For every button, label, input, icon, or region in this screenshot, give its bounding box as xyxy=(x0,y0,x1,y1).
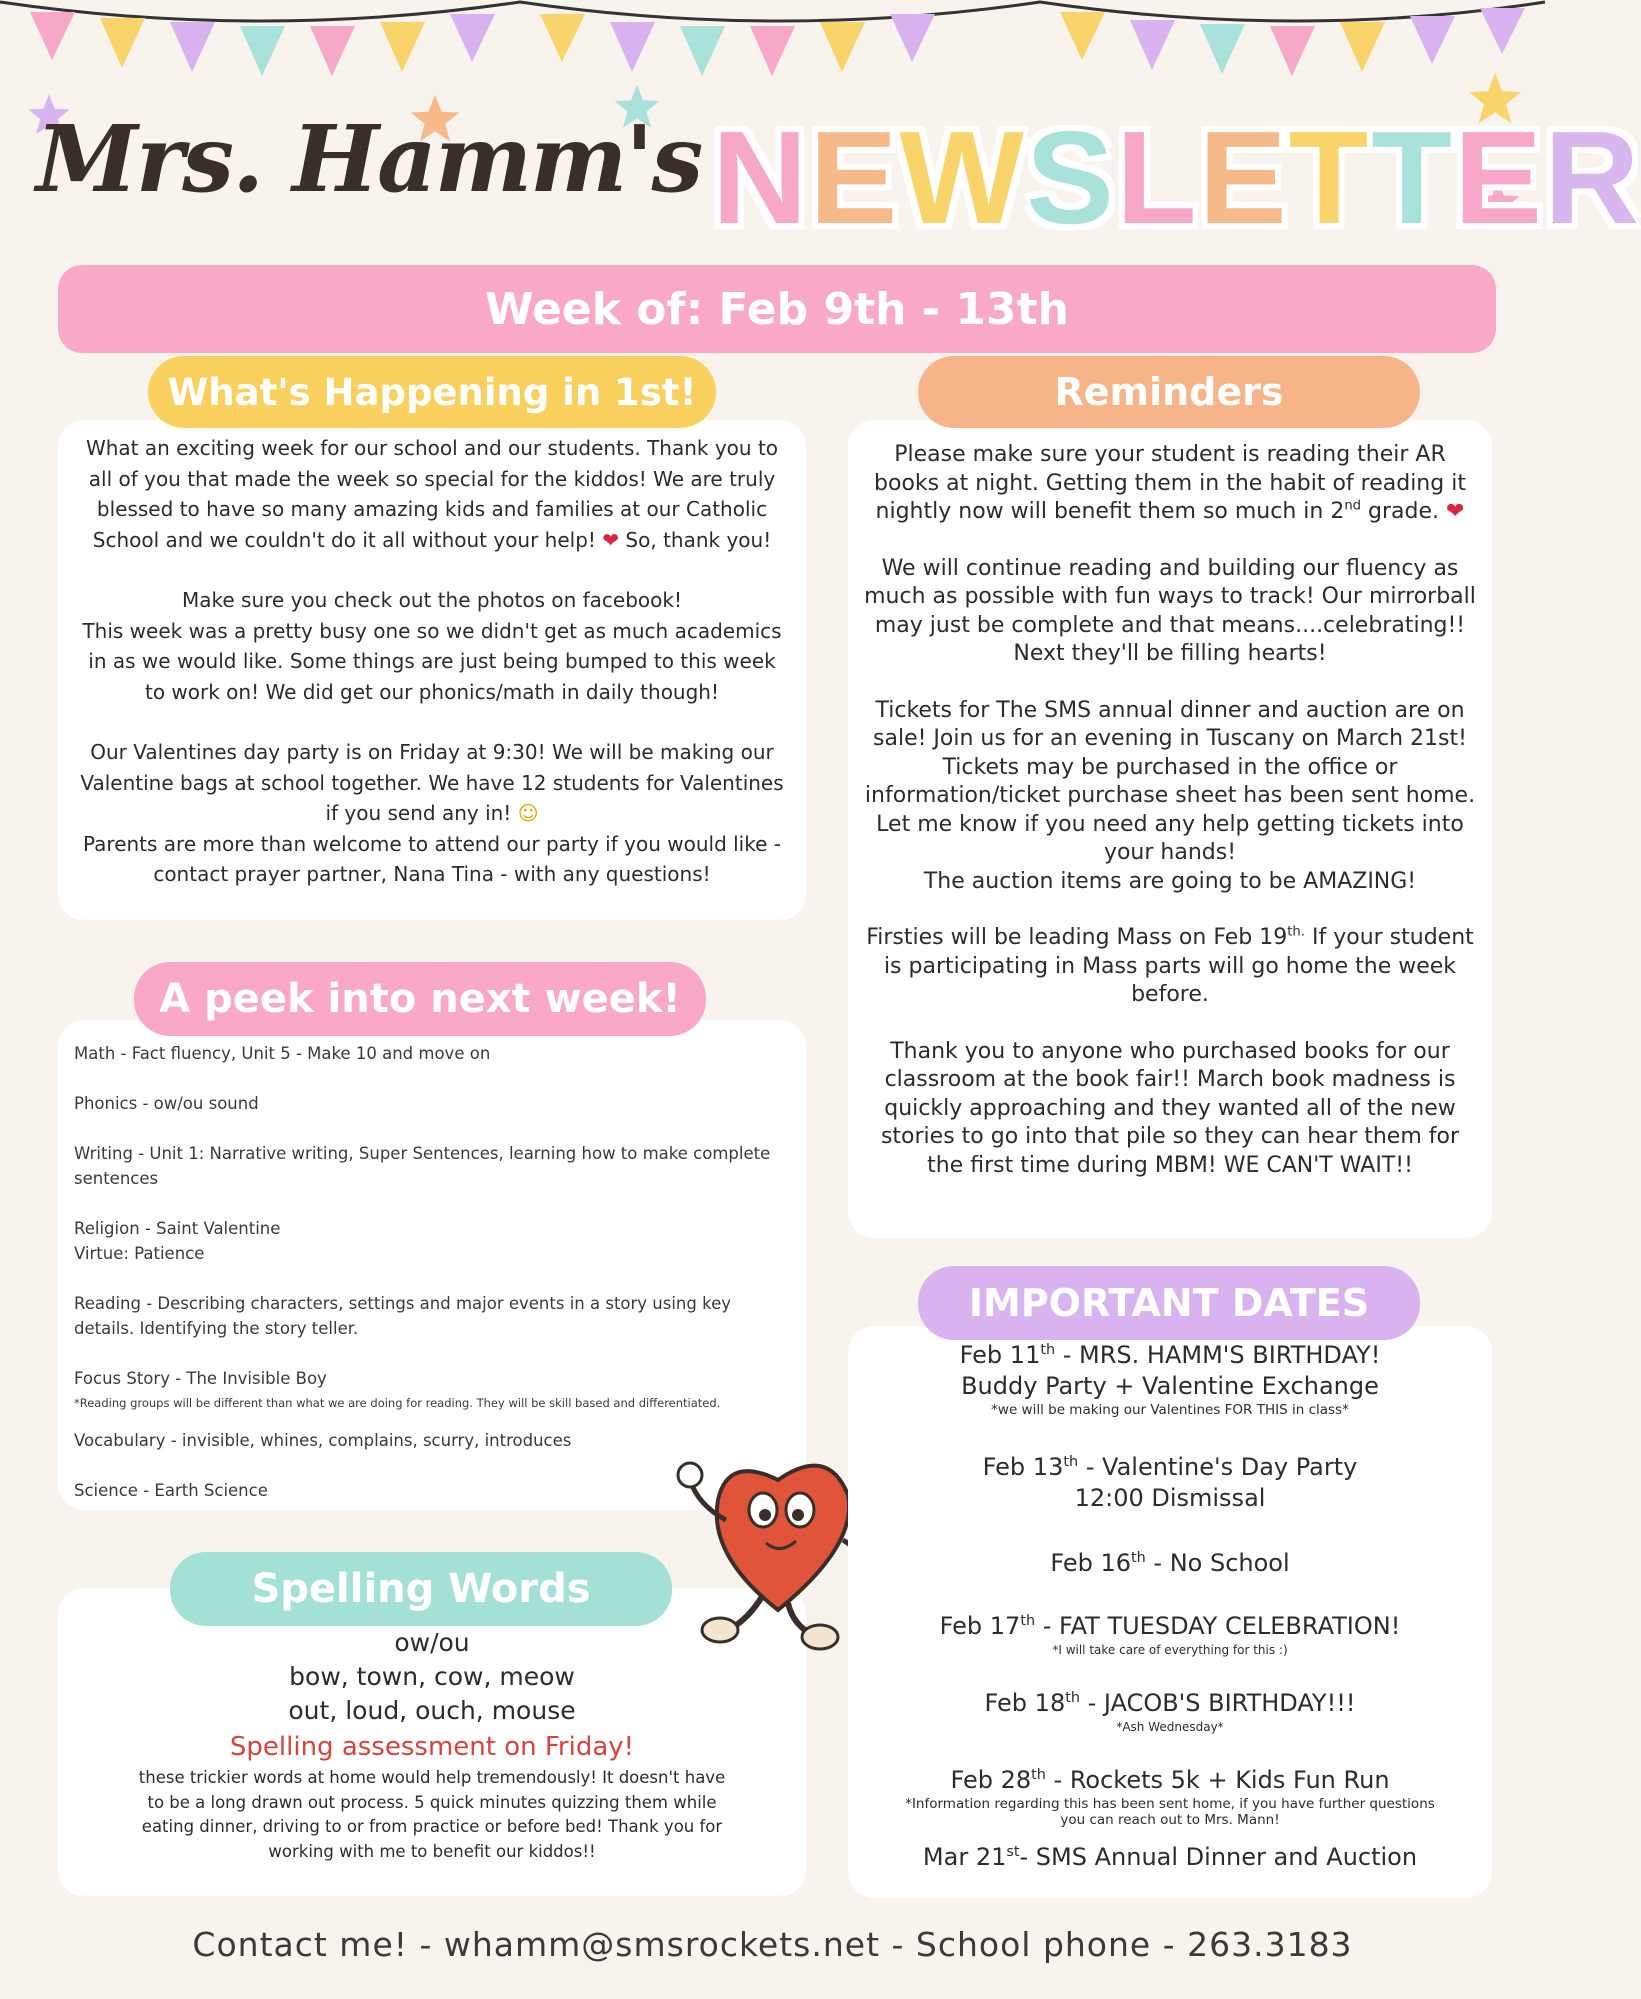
reminders-heading: Reminders xyxy=(918,356,1420,428)
newsletter-title xyxy=(712,104,1641,251)
date-2b: - Valentine's Day Party xyxy=(1078,1453,1358,1481)
spelling-words-1: bow, town, cow, meow xyxy=(289,1662,575,1691)
reminder-4-sup: th. xyxy=(1287,924,1305,940)
heart-icon: ❤ xyxy=(1446,499,1465,524)
reminder-3: Tickets for The SMS annual dinner and auction are on sale! Join us for an evening in Tuscany on March 21st! Tickets may be purchased in the office or information/ticket purchase sheet has been sent home. Let me know if you need any help getting tickets into your hands! xyxy=(864,697,1476,865)
smile-icon: ☺ xyxy=(517,801,539,825)
date-2-line2: 12:00 Dismissal xyxy=(1074,1484,1266,1512)
peek-religion: Religion - Saint Valentine xyxy=(74,1219,281,1238)
reminders-text xyxy=(864,441,1476,1180)
happening-paragraph-3a: Our Valentines day party is on Friday at 9:30! We will be making our Valentine bags at school together. We have 12 students for Valentines if you send any in! xyxy=(80,740,784,825)
reminder-1b: grade. xyxy=(1361,499,1440,524)
spelling-body xyxy=(130,1626,734,1864)
reminder-2: We will continue reading and building our fluency as much as possible with fun ways to track! Our mirrorball may just be complete and that means....celebrating!! Next they'll be filling hearts! xyxy=(864,555,1476,666)
date-6a: Feb 28 xyxy=(950,1766,1032,1794)
date-6b: - Rockets 5k + Kids Fun Run xyxy=(1045,1766,1390,1794)
date-5-note: *Ash Wednesday* xyxy=(1116,1720,1224,1734)
happening-heading: What's Happening in 1st! xyxy=(148,356,716,428)
peek-math: Math - Fact fluency, Unit 5 - Make 10 and move on xyxy=(74,1044,491,1063)
title-letter: E xyxy=(1198,104,1289,251)
peek-virtue: Virtue: Patience xyxy=(74,1244,205,1263)
date-5a: Feb 18 xyxy=(984,1689,1066,1717)
date-1-sup: th xyxy=(1040,1342,1056,1358)
date-3a: Feb 16 xyxy=(1050,1549,1132,1577)
peek-vocab: Vocabulary - invisible, whines, complains, scurry, introduces xyxy=(74,1431,572,1450)
date-4b: - FAT TUESDAY CELEBRATION! xyxy=(1035,1612,1401,1640)
date-7-sup: st xyxy=(1006,1844,1020,1860)
reminder-1a: Please make sure your student is reading their AR books at night. Getting them in the habit of reading it nightly now will benefit them so much in 2 xyxy=(874,442,1466,524)
title-script: Mrs. Hamm's xyxy=(36,105,702,213)
peek-focus: Focus Story - The Invisible Boy xyxy=(74,1369,327,1388)
happening-paragraph-1: What an exciting week for our school and our students. Thank you to all of you that made the week so special for the kiddos! We are truly blessed to have so many amazing kids and families at our Catholic School and we couldn't do it all without your help! xyxy=(85,436,779,552)
date-4a: Feb 17 xyxy=(939,1612,1021,1640)
title-letter: E xyxy=(809,104,900,251)
dates-heading: IMPORTANT DATES xyxy=(918,1266,1420,1340)
peek-focus-note: *Reading groups will be different than what we are doing for reading. They will be skill based and differentiated. xyxy=(74,1396,721,1410)
date-1-line2: Buddy Party + Valentine Exchange xyxy=(961,1372,1379,1400)
date-3b: - No School xyxy=(1145,1549,1290,1577)
title-letter: R xyxy=(1544,104,1641,251)
date-6-sup: th xyxy=(1031,1767,1046,1783)
title-letter: W xyxy=(899,104,1026,251)
happening-paragraph-2a: Make sure you check out the photos on facebook! xyxy=(182,588,682,612)
peek-science: Science - Earth Science xyxy=(74,1481,268,1500)
dates-list xyxy=(864,1340,1476,1873)
date-1-note: *we will be making our Valentines FOR THIS in class* xyxy=(991,1402,1349,1418)
spelling-note: these trickier words at home would help tremendously! It doesn't have to be a long drawn out process. 5 quick minutes quizzing them while eating dinner, driving to or from practice or before bed! Thank you for working with me to benefit our kiddos!! xyxy=(138,1768,726,1861)
date-6-note: *Information regarding this has been sent home, if you have further questions you can reach out to Mrs. Mann! xyxy=(905,1796,1435,1828)
happening-text xyxy=(78,433,786,890)
bunting-decoration xyxy=(0,0,1545,110)
happening-paragraph-2b: This week was a pretty busy one so we didn't get as much academics in as we would like. Some things are just being bumped to this week to work on! We did get our phonics/math in daily though! xyxy=(82,618,782,704)
date-2a: Feb 13 xyxy=(982,1453,1064,1481)
date-1b: - MRS. HAMM'S BIRTHDAY! xyxy=(1055,1341,1381,1369)
spelling-pattern: ow/ou xyxy=(394,1628,470,1657)
week-banner: Week of: Feb 9th - 13th xyxy=(58,265,1496,353)
heart-icon: ❤ xyxy=(602,527,620,552)
spelling-heading: Spelling Words xyxy=(170,1552,672,1626)
date-5-sup: th xyxy=(1065,1690,1080,1706)
title-letter: L xyxy=(1116,104,1199,251)
title-letter: T xyxy=(1371,104,1454,251)
title-letter: N xyxy=(712,104,810,251)
date-2-sup: th xyxy=(1063,1454,1079,1470)
date-7a: Mar 21 xyxy=(922,1843,1007,1871)
date-7b: - SMS Annual Dinner and Auction xyxy=(1019,1843,1418,1871)
date-4-note: *I will take care of everything for this :) xyxy=(1052,1643,1288,1657)
footer-contact: Contact me! - whamm@smsrockets.net - School phone - 263.3183 xyxy=(192,1925,1353,1964)
title-letter: T xyxy=(1288,104,1372,251)
happening-paragraph-3b: Parents are more than welcome to attend our party if you would like - contact prayer partner, Nana Tina - with any questions! xyxy=(83,831,781,886)
reminder-4a: Firsties will be leading Mass on Feb 19 xyxy=(866,925,1288,950)
reminder-4b: If your student is participating in Mass parts will go home the week before. xyxy=(883,925,1474,1007)
date-3-sup: th xyxy=(1131,1550,1146,1566)
peek-reading: Reading - Describing characters, settings and major events in a story using key details. Identifying the story teller. xyxy=(74,1294,731,1338)
peek-heading: A peek into next week! xyxy=(134,962,706,1036)
date-5b: - JACOB'S BIRTHDAY!!! xyxy=(1079,1689,1356,1717)
reminder-5: Thank you to anyone who purchased books for our classroom at the book fair!! March book madness is quickly approaching and they wanted all of the new stories to go into that pile so they can hear them for the first time during MBM! WE CAN'T WAIT!! xyxy=(880,1038,1460,1178)
date-1a: Feb 11 xyxy=(959,1341,1041,1369)
title-letter: S xyxy=(1025,104,1117,251)
date-4-sup: th xyxy=(1020,1613,1036,1629)
happening-paragraph-1-end: So, thank you! xyxy=(625,527,772,552)
reminder-3b: The auction items are going to be AMAZING! xyxy=(923,868,1417,894)
reminder-1-sup: nd xyxy=(1344,498,1362,514)
spelling-words-2: out, loud, ouch, mouse xyxy=(288,1696,576,1725)
title-letter: E xyxy=(1453,104,1545,251)
spelling-assessment: Spelling assessment on Friday! xyxy=(229,1732,635,1762)
peek-phonics: Phonics - ow/ou sound xyxy=(74,1094,259,1113)
peek-writing: Writing - Unit 1: Narrative writing, Super Sentences, learning how to make complete sentences xyxy=(74,1144,771,1188)
